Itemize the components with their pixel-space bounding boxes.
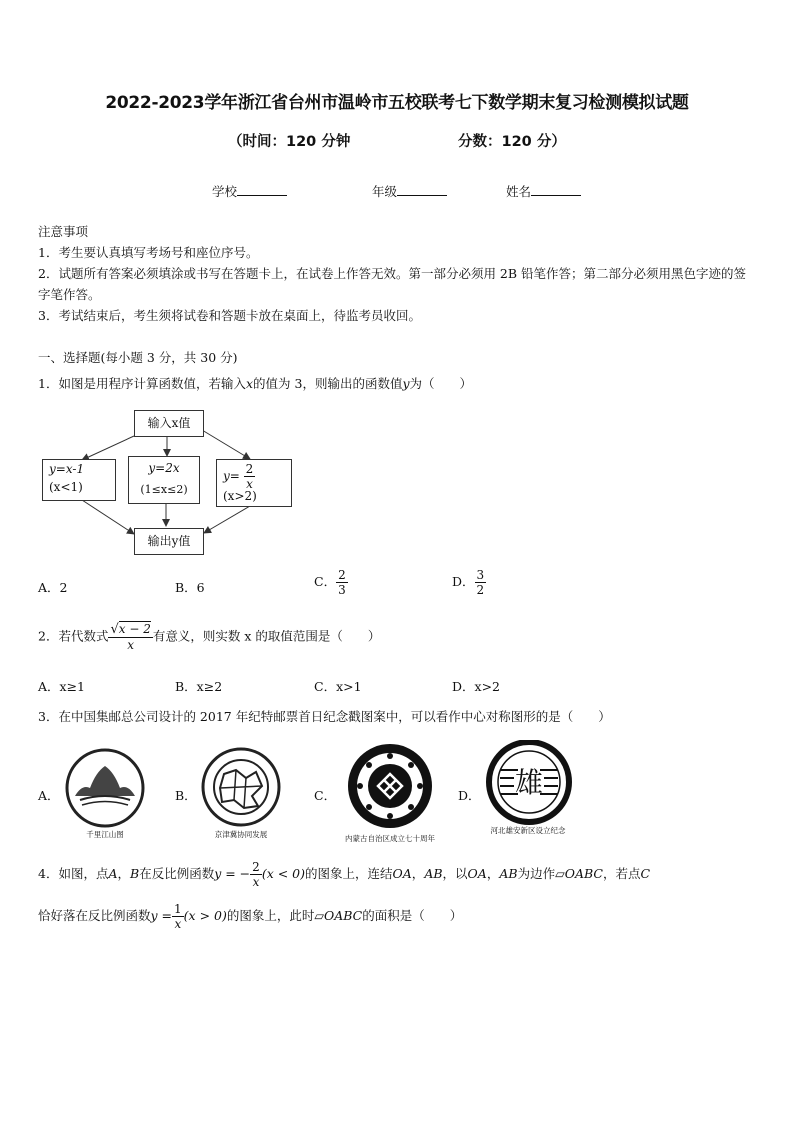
branch3-num: 2 [245, 462, 254, 476]
q3-option-a[interactable]: A． [38, 788, 60, 803]
q4-func2-den: x [174, 917, 182, 931]
q4-t8: 为边作 [517, 866, 556, 881]
q3-option-d[interactable]: D． [458, 788, 481, 803]
stamp-d-char: 雄 [514, 766, 544, 799]
stamp-b-image [196, 744, 286, 828]
q4-t1: 4．如图，点 [38, 866, 109, 881]
q1-text-c: 为（ ） [409, 376, 473, 391]
stamp-b-caption: 京津冀协同发展 [214, 830, 268, 839]
q2-option-c[interactable]: C．x>1 [314, 679, 362, 694]
q4-oa-2: OA [467, 866, 487, 881]
section-heading: 一、选择题(每小题 3 分，共 30 分) [38, 350, 238, 365]
q4-t6: ，以 [442, 866, 468, 881]
q4-func2-cond: (x > 0) [183, 908, 227, 923]
q4-func1-den: x [252, 875, 260, 889]
q4-oa: OA [392, 866, 412, 881]
question-4-line-1 [38, 860, 650, 889]
q1-text-b: 的值为 3，则输出的函数值 [253, 376, 403, 391]
branch3-condition: (x>2) [223, 489, 257, 503]
flow-input-box: 输入x值 [134, 410, 204, 437]
stamp-d-image [484, 740, 574, 826]
grade-label: 年级 [372, 184, 398, 199]
q4-point-b: B [130, 866, 140, 881]
q2-den: x [127, 638, 135, 652]
q4-t5: ， [411, 866, 425, 881]
question-3: 3．在中国集邮总公司设计的 2017 年纪特邮票首日纪念戳图案中，可以看作中心对称图形的是（ ） [38, 709, 611, 724]
q1-option-d-label: D． [452, 574, 475, 589]
q2-option-d[interactable]: D．x>2 [452, 679, 500, 694]
q2-radicand: x − 2 [118, 622, 151, 636]
q4-t4: 的图象上，连结 [305, 866, 393, 881]
stamp-d-caption: 河北雄安新区设立纪念 [490, 826, 566, 835]
q1-text-a: 1．如图是用程序计算函数值，若输入 [38, 376, 246, 391]
q1-d-den: 2 [476, 583, 485, 597]
q4-func1-cond: (x < 0) [261, 866, 305, 881]
q4-func1: y = − [214, 866, 251, 881]
branch2-condition: (1≤x≤2) [140, 483, 188, 496]
branch1-condition: (x<1) [49, 480, 83, 494]
q4-t3: 在反比例函数 [139, 866, 215, 881]
stamp-c-caption: 内蒙古自治区成立七十周年 [345, 834, 435, 843]
flow-branch-3 [216, 459, 292, 507]
school-label: 学校 [212, 184, 238, 199]
page-title: 2022-2023学年浙江省台州市温岭市五校联考七下数学期末复习检测模拟试题 [105, 93, 689, 113]
q3-option-b[interactable]: B． [175, 788, 197, 803]
q1-c-num: 2 [338, 568, 346, 582]
flow-branch-1 [42, 459, 116, 501]
q4-t11: 的图象上，此时 [226, 908, 315, 923]
q4-func2-num: 1 [174, 902, 182, 916]
flow-output-box: 输出y值 [134, 528, 204, 555]
branch2-formula: y=2x [148, 461, 180, 475]
q2-option-a[interactable]: A．x≥1 [38, 679, 86, 694]
q4-parallelogram: ▱OABC [555, 866, 603, 881]
q4-parallelogram-2: ▱OABC [314, 908, 363, 923]
question-2: 2．若代数式 $\frac{√x - 2}{x}$ 有意义，则实数 x 的取值范围是（ ） [38, 622, 381, 652]
q1-var-y: y [402, 376, 410, 391]
q1-option-b[interactable]: B．6 [175, 580, 205, 595]
exam-score: 分数：120 分） [458, 134, 566, 150]
q3-option-c[interactable]: C． [314, 788, 337, 803]
q1-option-a[interactable]: A．2 [38, 580, 68, 595]
note-item-1: 1．考生要认真填写考场号和座位序号。 [38, 245, 259, 260]
notes-heading: 注意事项 [38, 224, 89, 239]
q1-option-c-label: C． [314, 574, 337, 589]
q4-t7: ， [486, 866, 500, 881]
branch3-den: x [246, 477, 253, 491]
exam-time: （时间：120 分钟 [228, 134, 351, 150]
q2-text-a: 2．若代数式 [38, 628, 109, 644]
flow-branch-2 [128, 456, 200, 504]
name-label: 姓名 [506, 184, 532, 199]
q4-point-a: A [108, 866, 118, 881]
q4-t10: 恰好落在反比例函数 [38, 908, 151, 923]
q4-ab: AB [424, 866, 443, 881]
q4-func1-num: 2 [252, 860, 260, 874]
q1-option-c[interactable] [314, 568, 348, 597]
branch1-formula: y=x-1 [49, 462, 85, 476]
q2-option-b[interactable]: B．x≥2 [175, 679, 223, 694]
q4-func2: y = [150, 908, 173, 923]
q1-d-num: 3 [476, 568, 485, 582]
q4-t9: ，若点 [602, 866, 641, 881]
stamp-c-image [340, 742, 440, 830]
q2-text-b: 有意义，则实数 x 的取值范围是（ ） [152, 628, 381, 644]
question-4-line-2 [38, 902, 462, 931]
q4-point-c: C [640, 866, 651, 881]
q1-option-d[interactable] [452, 568, 486, 597]
branch3-prefix: y= [223, 469, 240, 483]
stamp-a-image [60, 744, 150, 828]
q1-c-den: 3 [338, 583, 346, 597]
stamp-a-caption: 千里江山图 [86, 830, 124, 839]
q4-t2: ， [117, 866, 130, 881]
q4-t12: 的面积是（ ） [362, 908, 463, 923]
q4-ab-2: AB [499, 866, 518, 881]
note-item-2: 2．试题所有答案必须填涂或书写在答题卡上，在试卷上作答无效。第一部分必须用 2B 铅笔作答；第二部分必须用黑色字迹的签字笔作答。 [38, 266, 747, 302]
q1-var-x: x [245, 376, 254, 391]
note-item-3: 3．考试结束后，考生须将试卷和答题卡放在桌面上，待监考员收回。 [38, 308, 421, 323]
